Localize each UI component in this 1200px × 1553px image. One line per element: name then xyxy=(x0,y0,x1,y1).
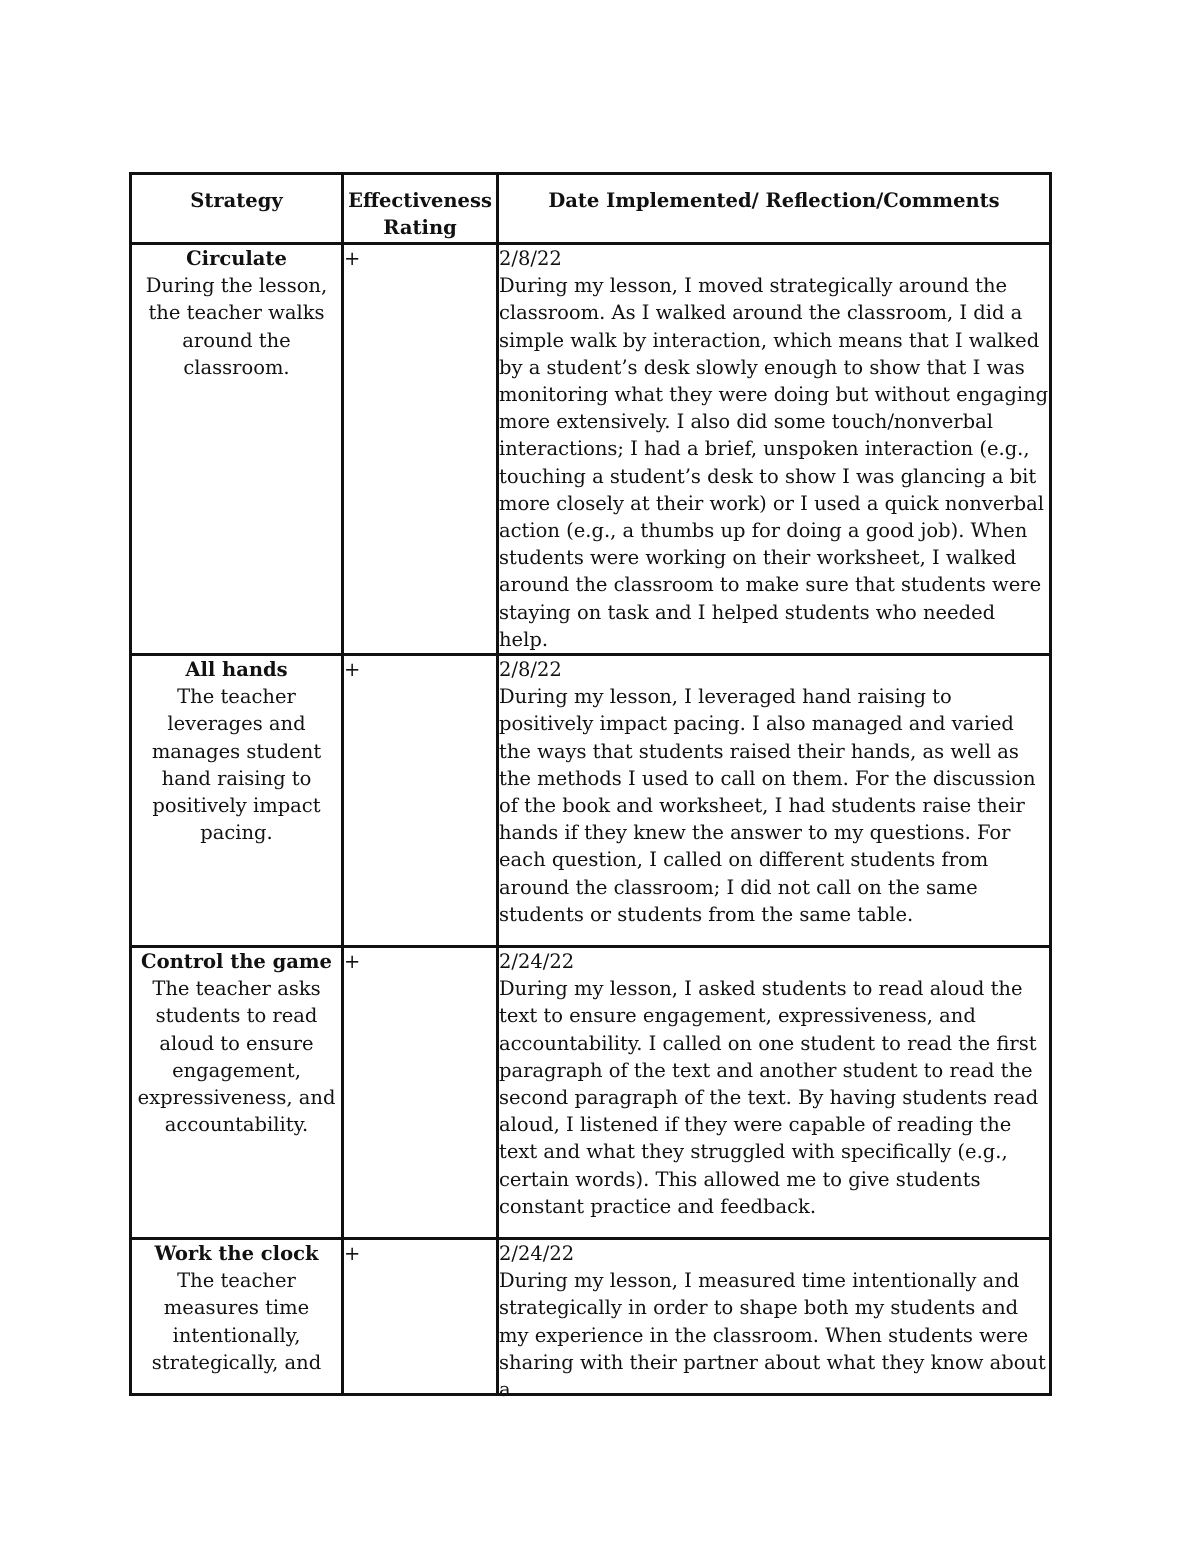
strategy-name: Control the game xyxy=(141,950,332,974)
strategy-description: The teacher leverages and manages student hand raising to positively impact pacing. xyxy=(151,685,322,845)
strategy-description: During the lesson, the teacher walks around the classroom. xyxy=(145,274,328,379)
table-row xyxy=(131,655,1051,947)
rating-cell: + xyxy=(343,947,498,1239)
comment-cell xyxy=(498,244,1051,655)
date-implemented: 2/24/22 xyxy=(499,950,575,974)
strategy-cell xyxy=(131,244,343,655)
date-implemented: 2/24/22 xyxy=(499,1242,575,1266)
header-date-reflection-comments: Date Implemented/ Reflection/Comments xyxy=(498,174,1051,244)
rating-cell: + xyxy=(343,655,498,947)
strategy-table xyxy=(129,172,1052,1402)
table-header-row xyxy=(131,174,1051,244)
header-effectiveness-rating: Effectiveness Rating xyxy=(343,174,498,244)
strategy-name: All hands xyxy=(185,658,288,682)
comment-cell xyxy=(498,1239,1051,1402)
strategy-description: The teacher measures time intentionally, strategically, and xyxy=(151,1269,322,1374)
table-row xyxy=(131,244,1051,655)
strategy-name: Circulate xyxy=(186,247,287,270)
reflection-comment: During my lesson, I leveraged hand raising to positively impact pacing. I also managed and varied the ways that students raised their hands, as well as the methods I used to call on them. For the discussion of the book and worksheet, I had students raise their hands if they knew the answer to my questions. For each question, I called on different students from around the classroom; I did not call on the same students or students from the same table. xyxy=(499,685,1036,926)
strategy-description: The teacher asks students to read aloud to ensure engagement, expressiveness, and accountability. xyxy=(137,977,336,1137)
reflection-comment: During my lesson, I asked students to read aloud the text to ensure engagement, expressiveness, and accountability. I called on one student to read the first paragraph of the text and another student to read the second paragraph of the text. By having students read aloud, I listened if they were capable of reading the text and what they struggled with specifically (e.g., certain words). This allowed me to give students constant practice and feedback. xyxy=(499,977,1039,1218)
strategy-cell xyxy=(131,1239,343,1395)
table-row xyxy=(131,1239,1051,1395)
strategy-cell xyxy=(131,655,343,947)
comment-cell xyxy=(498,655,1051,947)
strategy-cell xyxy=(131,947,343,1239)
strategy-name: Work the clock xyxy=(154,1242,319,1266)
comment-cell xyxy=(498,947,1051,1239)
rating-cell: + xyxy=(343,244,498,655)
reflection-comment: During my lesson, I moved strategically around the classroom. As I walked around the classroom, I did a simple walk by interaction, which means that I walked by a student’s desk slowly enough to show that I was monitoring what they were doing but without engaging more extensively. I also did some touch/nonverbal interactions; I had a brief, unspoken interaction (e.g., touching a student’s desk to show I was glancing a bit more closely at their work) or I used a quick nonverbal action (e.g., a thumbs up for doing a good job). When students were working on their worksheet, I walked around the classroom to make sure that students were staying on task and I helped students who needed help. xyxy=(499,274,1049,651)
header-strategy: Strategy xyxy=(131,174,343,244)
date-implemented: 2/8/22 xyxy=(499,658,562,682)
date-implemented: 2/8/22 xyxy=(499,247,562,270)
rating-cell: + xyxy=(343,1239,498,1395)
reflection-comment: During my lesson, I measured time intentionally and strategically in order to shape both my students and my experience in the classroom. When students were sharing with their partner about what they know about a xyxy=(499,1269,1046,1402)
table-row xyxy=(131,947,1051,1239)
